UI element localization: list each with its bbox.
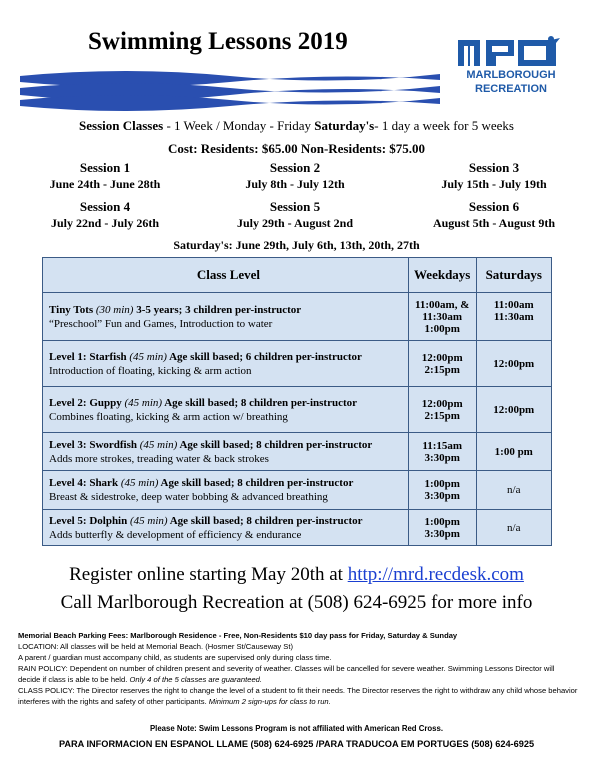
time: 11:30am <box>493 311 534 323</box>
session-name: Session 2 <box>269 160 321 175</box>
rain-policy-text: RAIN POLICY: Dependent on number of children present and severity of weather. Classes will be cancelled for severe weather. Swimming Lessons Director will decide if class is able to be held. <box>18 664 555 684</box>
saturday-times <box>476 471 551 510</box>
time: 11:00am, & <box>415 298 470 311</box>
session-classes-label: Session Classes <box>79 118 164 133</box>
class-policy-minimum: Minimum 2 sign-ups for class to run. <box>208 697 331 706</box>
class-cell <box>43 341 409 387</box>
logo-name <box>456 68 566 96</box>
weekday-times <box>408 341 476 387</box>
schedule-table <box>42 257 552 546</box>
time: 11:00am <box>493 299 534 311</box>
register-text: Register online starting May 20th at <box>69 564 348 585</box>
translation-note: PARA INFORMACION EN ESPANOL LLAME (508) 624-6925 /PARA TRADUCOA EM PORTUGES (508) 624-6925 <box>58 739 535 749</box>
session-dates: August 5th - August 9th <box>432 216 556 230</box>
logo-line-2: RECREATION <box>475 83 547 95</box>
call-line: Call Marlborough Recreation at (508) 624-6925 for more info <box>60 592 533 613</box>
class-policy <box>18 685 578 707</box>
session-5 <box>205 199 385 231</box>
session-dates: July 22nd - July 26th <box>50 216 160 230</box>
class-description: Combines floating, kicking & arm action w/ breathing <box>49 410 288 423</box>
session-name: Session 6 <box>468 199 520 214</box>
session-4 <box>15 199 195 231</box>
class-name: Level 3: Swordfish <box>49 438 140 451</box>
time: 11:30am <box>422 310 463 323</box>
class-info: Age skill based; 8 children per-instructor <box>162 396 358 409</box>
time: 1:00pm <box>424 515 460 528</box>
class-description: “Preschool” Fun and Games, Introduction to water <box>49 317 273 330</box>
time: 12:00pm <box>493 403 535 416</box>
class-name: Level 2: Guppy <box>49 396 125 409</box>
time: 2:15pm <box>424 409 460 422</box>
class-duration: (45 min) <box>139 438 178 451</box>
location-note: LOCATION: All classes will be held at Memorial Beach. (Hosmer St/Causeway St) <box>18 642 294 651</box>
class-description: Breast & sidestroke, deep water bobbing & advanced breathing <box>49 491 328 503</box>
header-saturdays: Saturdays <box>476 258 551 293</box>
session-classes-text: - 1 Week / Monday - Friday <box>163 118 315 133</box>
register-line <box>0 564 593 586</box>
saturday-times <box>476 433 551 471</box>
session-1 <box>15 160 195 192</box>
guardian-note: A parent / guardian must accompany child, as students are supervised only during class time. <box>18 653 332 662</box>
time: 3:30pm <box>424 527 460 540</box>
time: 1:00pm <box>424 322 460 335</box>
session-name: Session 5 <box>269 199 321 214</box>
time: 12:00pm <box>421 397 463 410</box>
class-cell <box>43 387 409 433</box>
time: n/a <box>507 484 521 496</box>
table-row <box>43 433 552 471</box>
class-description: Adds butterfly & development of efficiency & endurance <box>49 528 302 541</box>
class-duration: (45 min) <box>129 350 167 363</box>
class-level <box>49 304 408 316</box>
time: 1:00 pm <box>494 445 533 458</box>
time: 11:15am <box>422 439 463 452</box>
class-duration: (45 min) <box>120 477 159 489</box>
fine-print <box>18 630 578 707</box>
weekday-times <box>408 510 476 546</box>
class-cell <box>43 293 409 341</box>
register-link[interactable]: http://mrd.recdesk.com <box>347 564 524 585</box>
saturday-times <box>476 341 551 387</box>
time: 12:00pm <box>421 351 463 364</box>
class-info: Age skill based; 6 children per-instructor <box>166 350 362 363</box>
saturday-times <box>476 293 551 341</box>
red-cross-note: Please Note: Swim Lessons Program is not affiliated with American Red Cross. <box>149 724 444 733</box>
saturday-times <box>476 387 551 433</box>
class-info: 3-5 years; 3 children per-instructor <box>133 303 302 316</box>
class-level <box>49 439 408 451</box>
weekday-times <box>408 471 476 510</box>
class-info: Age skill based; 8 children per-instructor <box>158 477 354 489</box>
session-3 <box>404 160 584 192</box>
class-duration: (45 min) <box>124 396 163 409</box>
class-name: Level 5: Dolphin <box>49 514 130 527</box>
session-dates: July 8th - July 12th <box>245 177 345 191</box>
class-cell <box>43 433 409 471</box>
class-level <box>49 397 408 409</box>
class-policy-text: CLASS POLICY: The Director reserves the right to change the level of a student to fit their needs. The Director reserves the right to withdraw any child whose behavior interferes with the rights and safety of other participants. <box>18 686 578 706</box>
table-row <box>43 341 552 387</box>
saturdays-label: Saturday's <box>314 118 375 133</box>
time: 2:15pm <box>424 363 460 376</box>
time: 1:00pm <box>424 478 460 490</box>
session-6 <box>404 199 584 231</box>
table-header-row <box>43 258 552 293</box>
table-row <box>43 471 552 510</box>
session-dates: July 29th - August 2nd <box>236 216 354 230</box>
class-name: Level 4: Shark <box>49 477 121 489</box>
table-row <box>43 387 552 433</box>
parking-fees: Memorial Beach Parking Fees: Marlborough Residence - Free, Non-Residents $10 day pass for Friday, Saturday & Sunday <box>18 631 458 640</box>
class-description: Adds more strokes, treading water & back strokes <box>49 452 269 465</box>
class-description: Introduction of floating, kicking & arm action <box>49 364 252 377</box>
weekday-times <box>408 293 476 341</box>
session-name: Session 4 <box>79 199 131 214</box>
session-classes-line <box>0 118 593 134</box>
page-title: Swimming Lessons 2019 <box>88 28 348 55</box>
class-duration: (30 min) <box>95 303 134 316</box>
time: 3:30pm <box>424 490 460 502</box>
waves-graphic <box>20 66 440 116</box>
class-info: Age skill based; 8 children per-instructor <box>177 438 373 451</box>
time: 12:00pm <box>493 357 535 370</box>
class-cell <box>43 510 409 546</box>
session-2 <box>205 160 385 192</box>
header-class-level: Class Level <box>43 258 409 293</box>
class-duration: (45 min) <box>129 514 168 527</box>
session-dates: June 24th - June 28th <box>49 177 161 191</box>
table-row <box>43 293 552 341</box>
class-cell <box>43 471 409 510</box>
session-name: Session 1 <box>79 160 131 175</box>
table-row <box>43 510 552 546</box>
class-name: Level 1: Starfish <box>49 350 130 363</box>
weekday-times <box>408 387 476 433</box>
time: n/a <box>507 521 521 534</box>
class-name: Tiny Tots <box>49 303 96 316</box>
header-weekdays: Weekdays <box>408 258 476 293</box>
logo-line-1: MARLBOROUGH <box>466 69 556 81</box>
rain-policy <box>18 663 578 685</box>
session-dates: July 15th - July 19th <box>441 177 547 191</box>
weekday-times <box>408 433 476 471</box>
time: 3:30pm <box>424 451 460 464</box>
saturdays-text: - 1 day a week for 5 weeks <box>374 118 514 133</box>
class-level <box>49 351 408 363</box>
cost-line: Cost: Residents: $65.00 Non-Residents: $75.00 <box>167 141 426 156</box>
class-info: Age skill based; 8 children per-instructor <box>167 514 363 527</box>
class-level <box>49 477 408 489</box>
session-name: Session 3 <box>468 160 520 175</box>
class-level <box>49 515 408 527</box>
saturday-dates: Saturday's: June 29th, July 6th, 13th, 20th, 27th <box>173 238 420 252</box>
saturday-times <box>476 510 551 546</box>
rain-policy-guarantee: Only 4 of the 5 classes are guaranteed. <box>129 675 263 684</box>
